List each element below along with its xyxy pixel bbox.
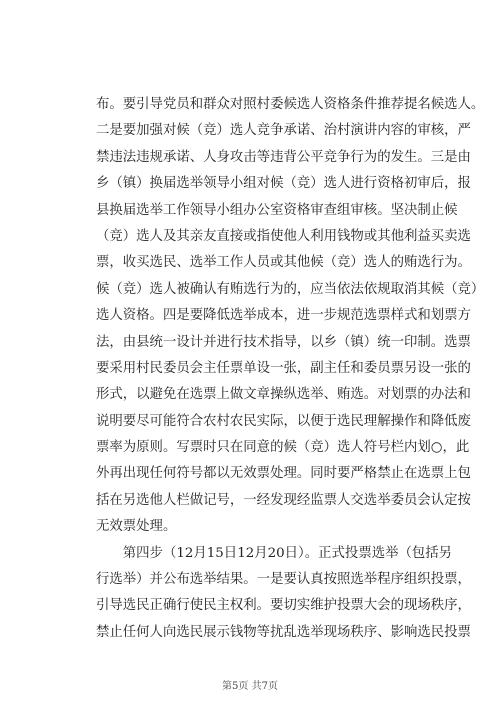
text-line: 第四步（12月15日12月20日）。正式投票选举（包括另 xyxy=(96,545,453,561)
text-line: 括在另选他人栏做记号，一经发现经监票人交选举委员会认定按 xyxy=(96,492,471,508)
text-line: 选人资格。四是要降低选举成本，进一步规范选票样式和划票方 xyxy=(96,308,471,324)
text-line: 外再出现任何符号都以无效票处理。同时要严格禁止在选票上包 xyxy=(96,466,471,482)
text-line: 说明要尽可能符合农村农民实际，以便于选民理解操作和降低废 xyxy=(96,413,471,429)
body-text xyxy=(96,92,485,646)
text-line: 票，收买选民、选举工作人员或其他候（竞）选人的贿选行为。 xyxy=(96,255,471,271)
text-line: 要采用村民委员会主任票单设一张，副主任和委员票另设一张的 xyxy=(96,360,471,376)
page-number: 第5页 共7页 xyxy=(222,681,278,692)
text-line: （竞）选人及其亲友直接或指使他人利用钱物或其他利益买卖选 xyxy=(96,228,471,244)
text-line: 候（竞）选人被确认有贿选行为的，应当依法依规取消其候（竞） xyxy=(96,281,485,297)
text-line: 法，由县统一设计并进行技术指导，以乡（镇）统一印制。选票 xyxy=(96,334,471,350)
text-line: 乡（镇）换届选举领导小组对候（竞）选人进行资格初审后，报 xyxy=(96,176,471,192)
text-line: 形式，以避免在选票上做文章操纵选举、贿选。对划票的办法和 xyxy=(96,387,471,403)
text-line: 布。要引导党员和群众对照村委候选人资格条件推荐提名候选人。 xyxy=(96,97,485,112)
text-line: 引导选民正确行使民主权利。要切实维护投票大会的现场秩序， xyxy=(96,598,471,614)
text-line: 二是要加强对候（竞）选人竞争承诺、治村演讲内容的审核，严 xyxy=(96,123,471,139)
text-line: 票率为原则。写票时只在同意的候（竞）选人符号栏内划○，此 xyxy=(96,440,470,456)
text-line: 禁违法违规承诺、人身攻击等违背公平竞争行为的发生。三是由 xyxy=(96,149,471,165)
text-line: 禁止任何人向选民展示钱物等扰乱选举现场秩序、影响选民投票 xyxy=(96,624,471,640)
text-line: 行选举）并公布选举结果。一是要认真按照选举程序组织投票， xyxy=(96,572,471,588)
text-line: 县换届选举工作领导小组办公室资格审查组审核。坚决制止候 xyxy=(96,202,458,218)
text-line: 无效票处理。 xyxy=(96,519,177,535)
